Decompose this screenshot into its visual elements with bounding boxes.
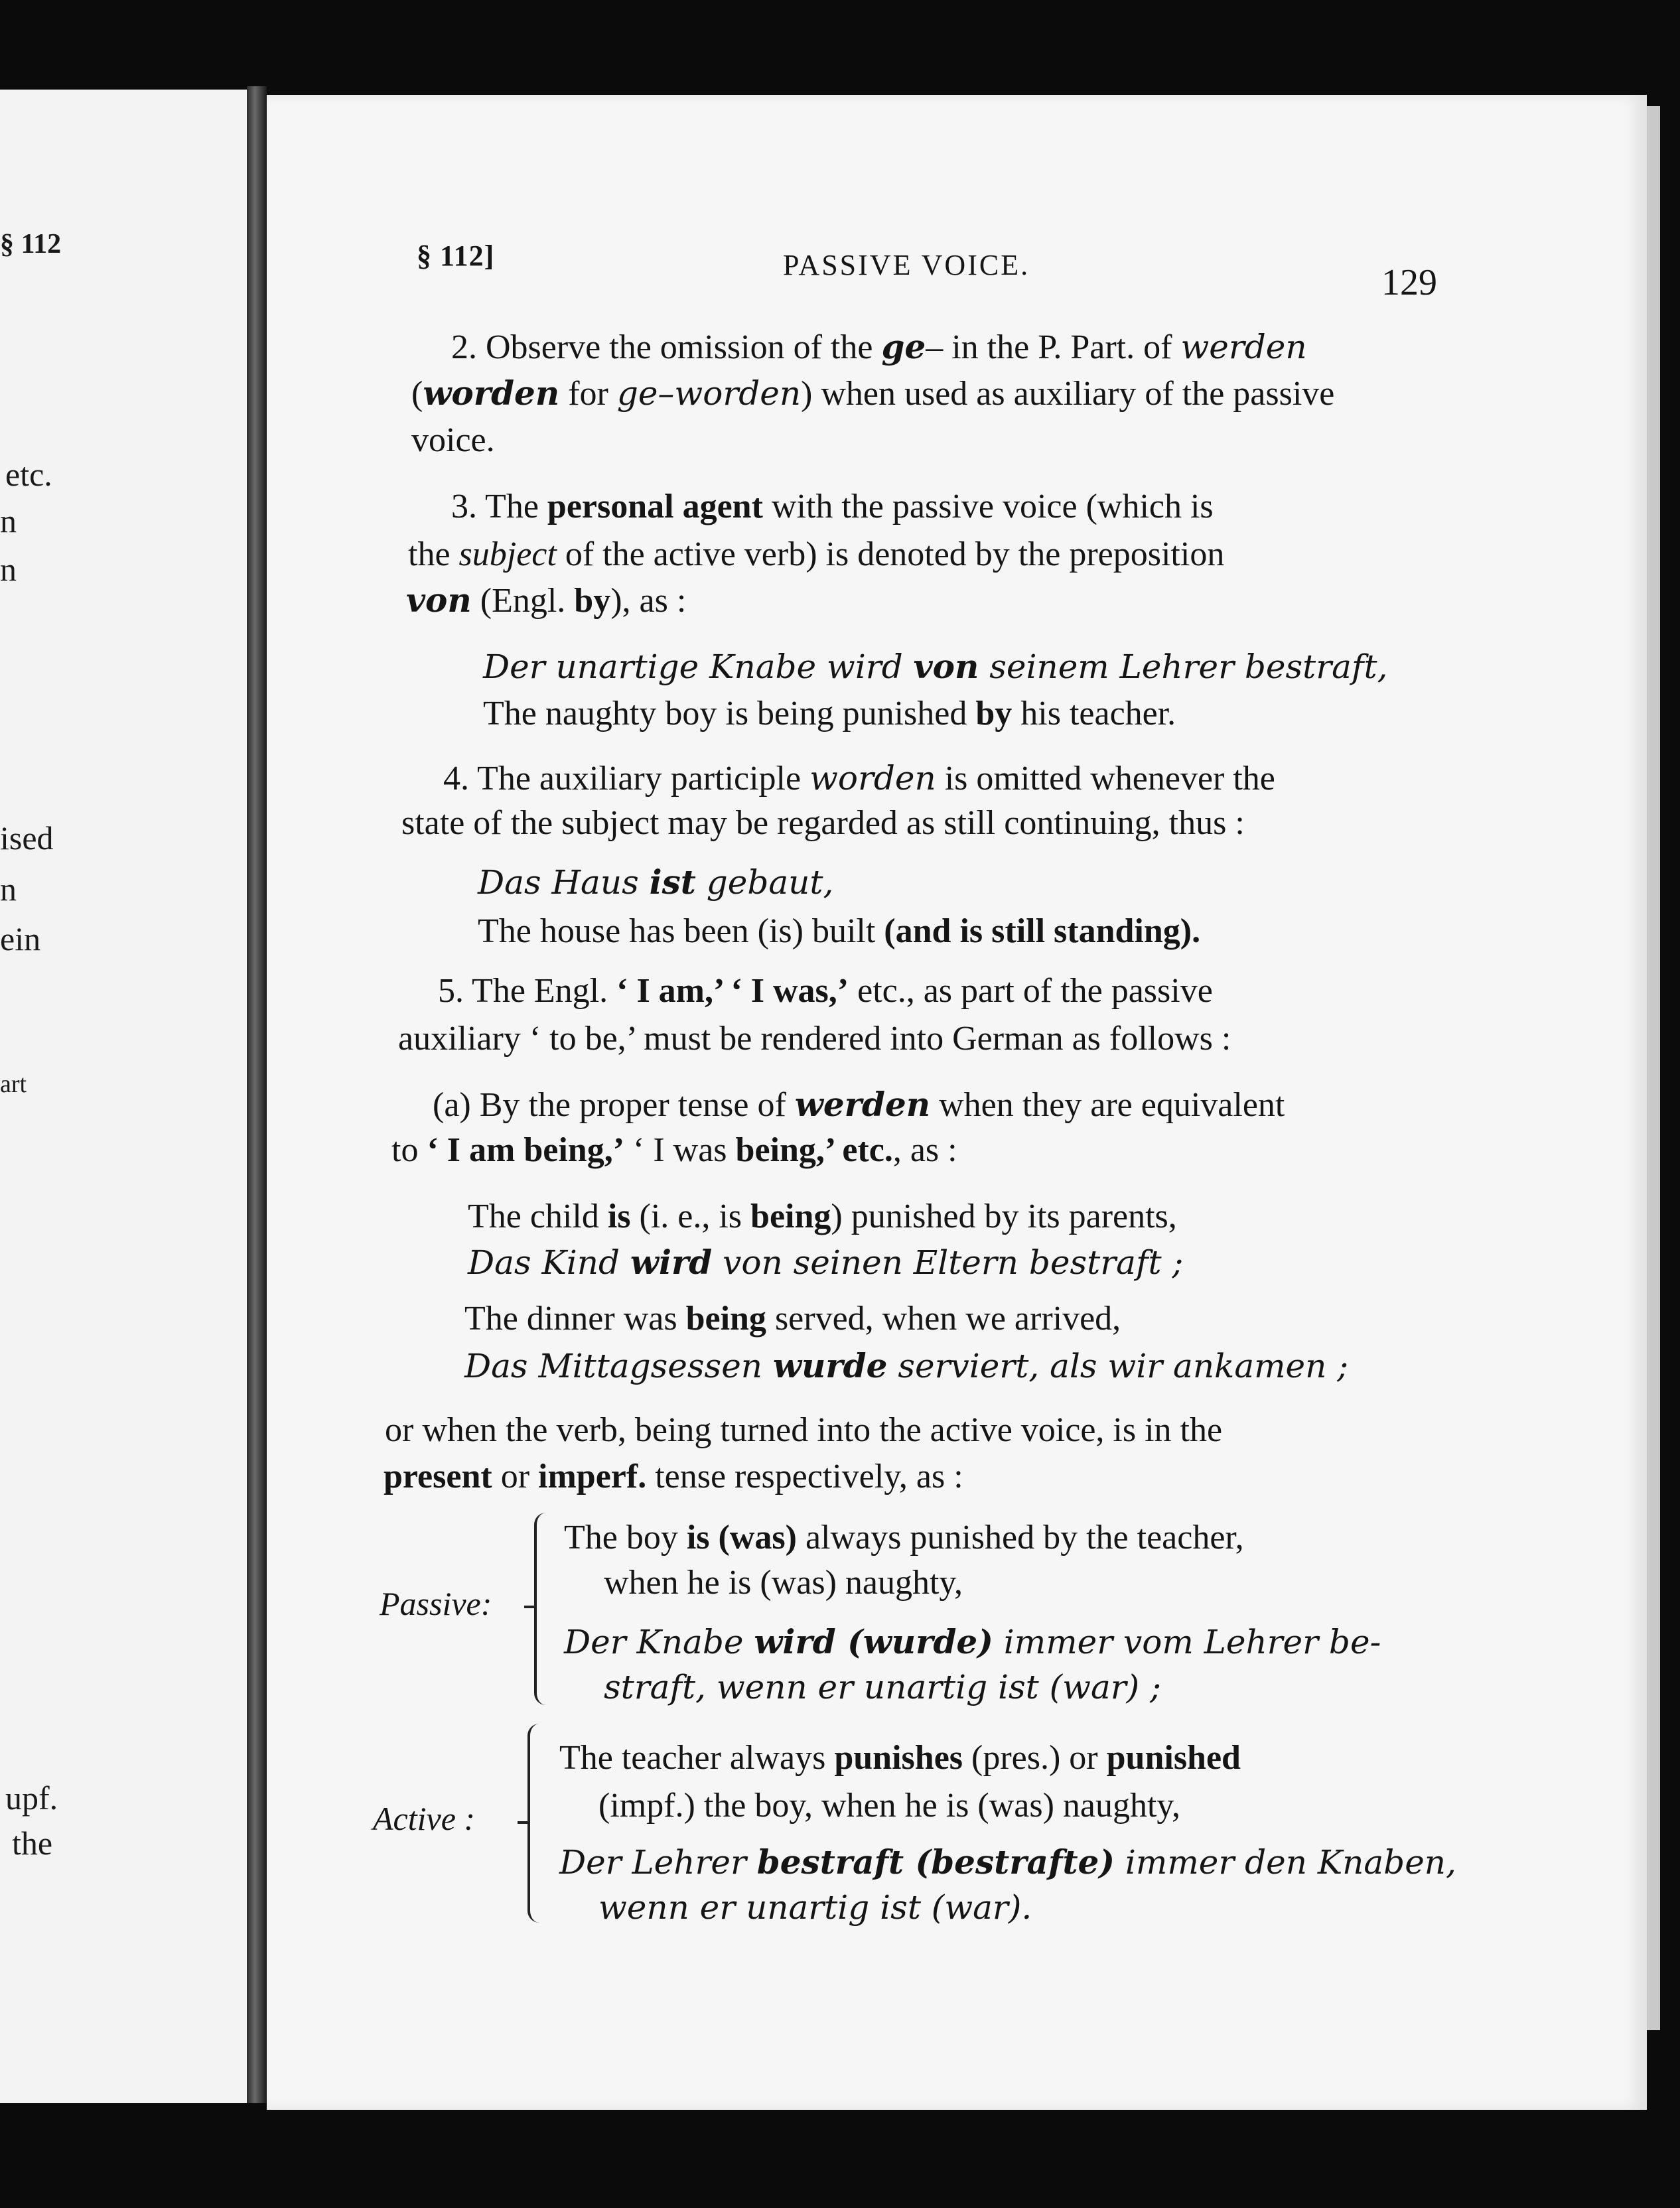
book-spine (247, 86, 267, 2103)
active-label: Active : (373, 1800, 476, 1837)
passive-label: Passive: (380, 1585, 492, 1622)
left-fragment: art (0, 1070, 27, 1098)
left-fragment: ein (0, 920, 41, 957)
german-example: Der Lehrer bestraft (bestrafte) immer den Knaben, (559, 1842, 1456, 1882)
english-example: The naughty boy is being punished by his teacher. (483, 695, 1176, 732)
german-example: Der unartige Knabe wird von seinem Lehrer bestraft, (483, 647, 1388, 686)
text-line: 5. The Engl. ‘ I am,’ ‘ I was,’ etc., as part of the passive (438, 972, 1213, 1010)
brace-point (518, 1821, 528, 1824)
text-line: to ‘ I am being,’ ‘ I was being,’ etc., as : (391, 1131, 957, 1169)
text-line: present or imperf. tense respectively, as : (384, 1458, 963, 1495)
page-title: PASSIVE VOICE. (783, 249, 1030, 281)
english-example: (impf.) the boy, when he is (was) naughty, (598, 1787, 1181, 1825)
left-page-header: § 112 (0, 229, 62, 259)
english-example: when he is (was) naughty, (604, 1564, 963, 1602)
page-number: 129 (1381, 262, 1437, 303)
text-line: 2. Observe the omission of the ge– in the P. Part. of werden (451, 327, 1307, 366)
text-line: (worden for ge–worden) when used as auxiliary of the passive (411, 374, 1335, 413)
german-example: Das Kind wird von seinen Eltern bestraft ; (468, 1243, 1184, 1282)
german-example: Das Mittagsessen wurde serviert, als wir ankamen ; (464, 1346, 1349, 1385)
left-fragment: the (12, 1825, 53, 1862)
brace-point (524, 1606, 535, 1608)
text-line: von (Engl. by), as : (406, 581, 687, 620)
left-fragment: etc. (5, 456, 52, 493)
left-brace (534, 1513, 555, 1705)
left-fragment: n (0, 870, 17, 908)
left-page (0, 90, 247, 2103)
text-line: auxiliary ‘ to be,’ must be rendered into German as follows : (398, 1020, 1231, 1058)
english-example: The teacher always punishes (pres.) or punished (559, 1739, 1241, 1777)
german-example: Das Haus ist gebaut, (478, 862, 834, 902)
german-example: wenn er unartig ist (war). (598, 1888, 1032, 1927)
text-line: (a) By the proper tense of werden when they are equivalent (433, 1085, 1285, 1124)
text-line: state of the subject may be regarded as still continuing, thus : (401, 804, 1245, 842)
left-brace (527, 1724, 549, 1923)
section-reference: § 112] (417, 240, 495, 272)
page-edge (1647, 106, 1660, 2030)
text-line: voice. (411, 421, 495, 459)
left-fragment: upf. (5, 1779, 58, 1817)
english-example: The dinner was being served, when we arrived, (464, 1300, 1121, 1338)
english-example: The boy is (was) always punished by the teacher, (564, 1519, 1244, 1556)
text-line: 4. The auxiliary participle worden is omitted whenever the (443, 759, 1275, 797)
english-example: The child is (i. e., is being) punished by its parents, (468, 1198, 1177, 1235)
english-example: The house has been (is) built (and is still standing). (478, 912, 1201, 950)
left-fragment: n (0, 502, 17, 539)
text-line: or when the verb, being turned into the active voice, is in the (385, 1411, 1223, 1449)
german-example: Der Knabe wird (wurde) immer vom Lehrer be- (564, 1622, 1381, 1661)
text-line: the subject of the active verb) is denoted by the preposition (408, 535, 1225, 573)
text-line: 3. The personal agent with the passive voice (which is (451, 488, 1214, 525)
german-example: straft, wenn er unartig ist (war) ; (604, 1668, 1161, 1706)
left-fragment: n (0, 551, 17, 588)
left-fragment: ised (0, 819, 54, 857)
